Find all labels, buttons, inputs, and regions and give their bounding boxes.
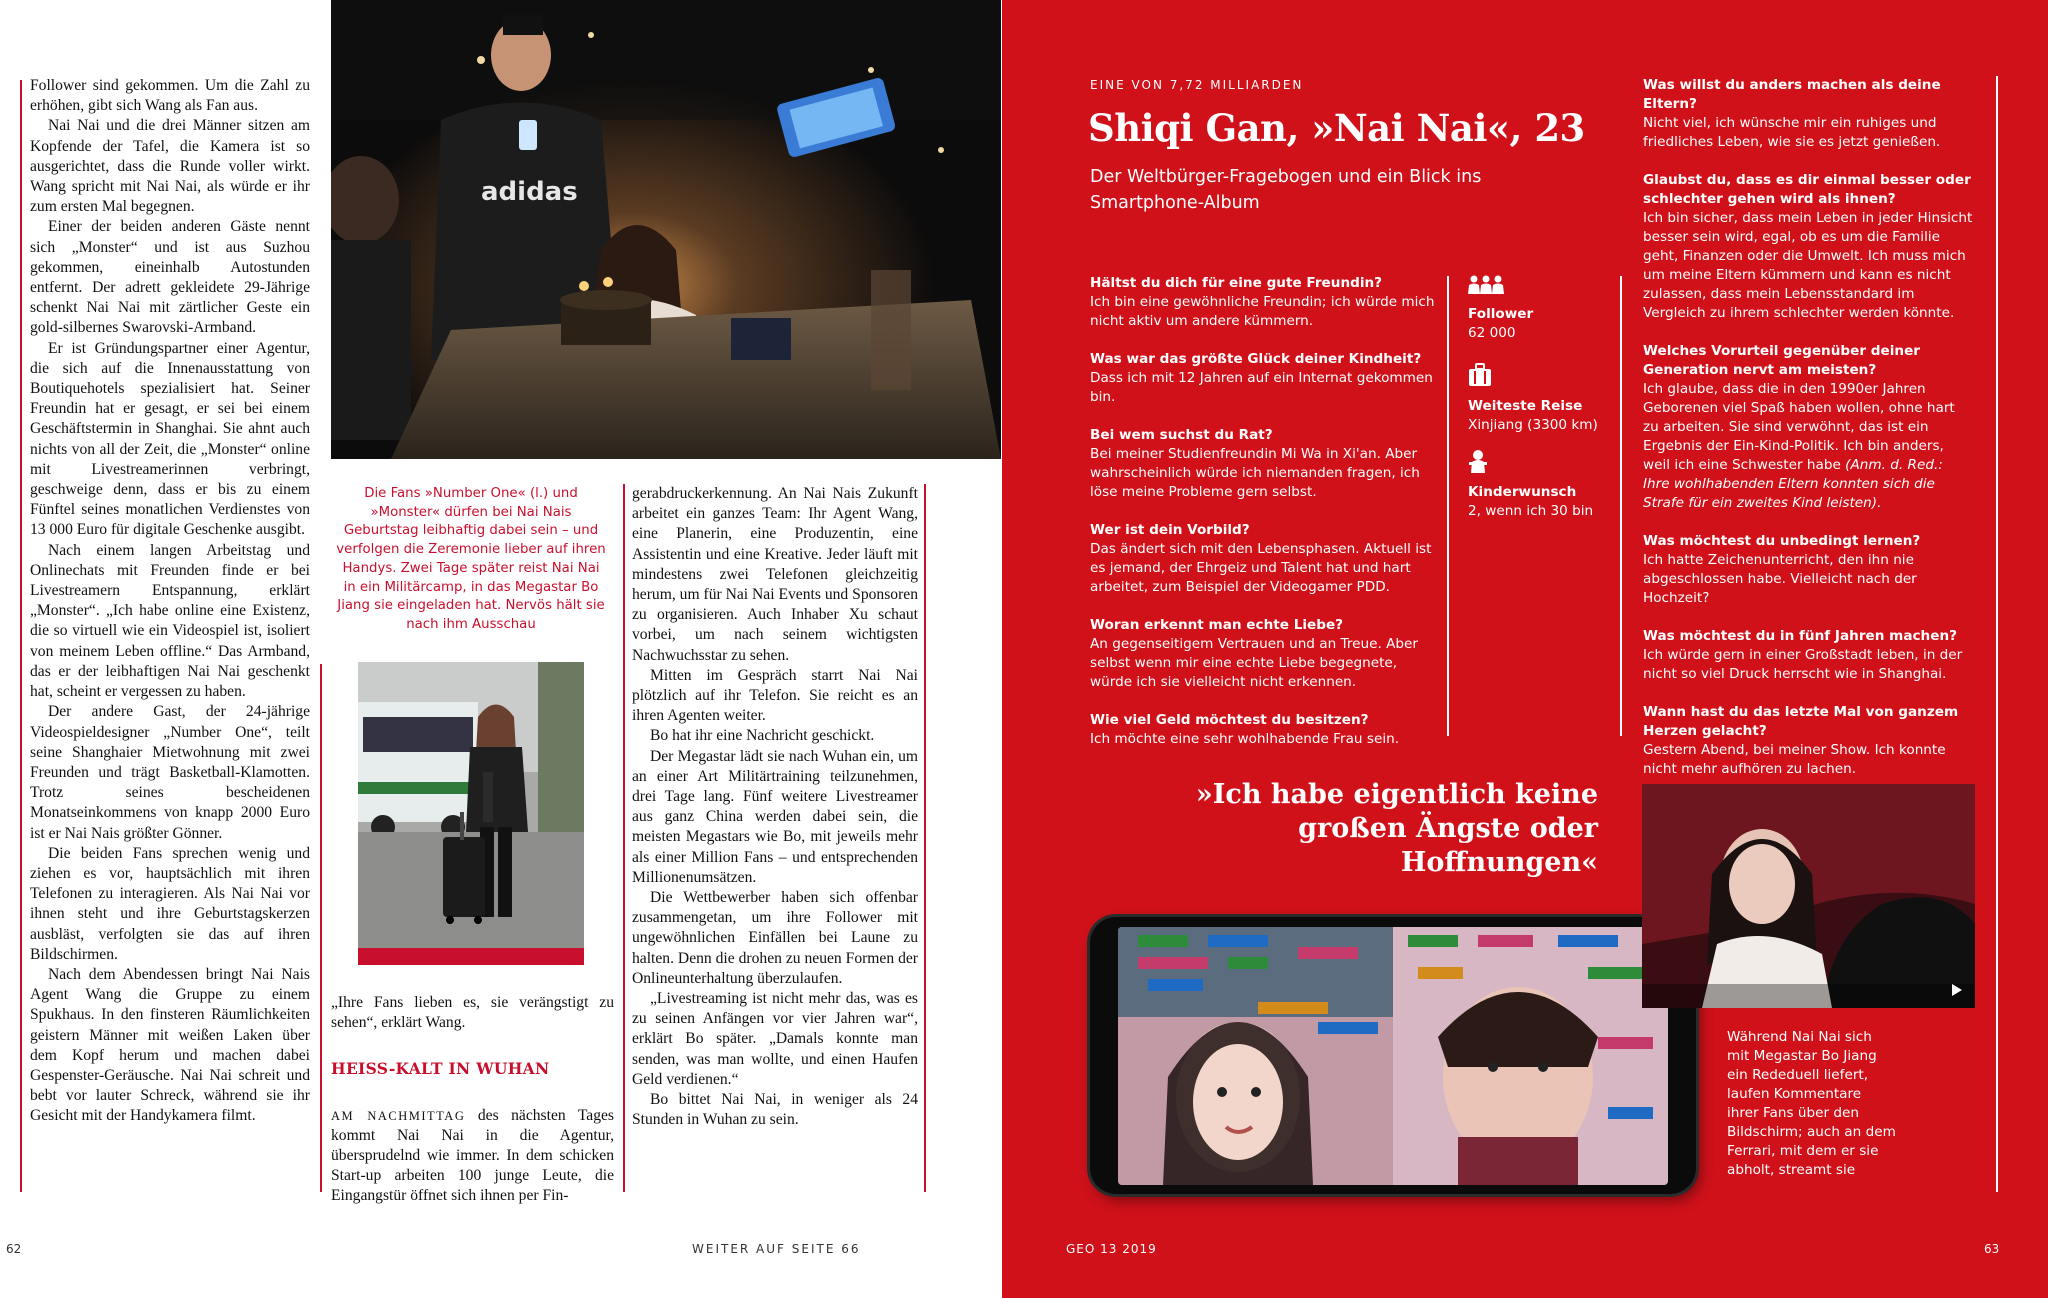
third-column-text bbox=[632, 484, 918, 1131]
question: Wer ist dein Vorbild? bbox=[1090, 522, 1250, 538]
issue-footer: GEO 13 2019 bbox=[1066, 1242, 1157, 1256]
paragraph: „Livestreaming ist nicht mehr das, was es zu seinen Anfängen vor vier Jahren war“, erklärt Bo später. „Damals konnte man senden, was man wollte, und einen Haufen Geld verdienen.“ bbox=[632, 990, 918, 1088]
qa-block bbox=[1643, 703, 1973, 779]
qa-block bbox=[1643, 627, 1973, 684]
paragraph: Nach einem langen Arbeitstag und Onlinechats mit Freunden finde er bei Livestreamern Entspannung, erklärt „Monster“. „Ich habe online eine Existenz, die so virtuell wie ein Videospiel ist, isoliert von meinem Leben offline.“ Das Armband, das er der leibhaftigen Nai Nai geschenkt hat, scheint er vergessen zu haben. bbox=[30, 541, 310, 701]
lead-caps: AM NACHMITTAG bbox=[331, 1108, 466, 1123]
question: Bei wem suchst du Rat? bbox=[1090, 427, 1273, 443]
qa-block bbox=[1643, 532, 1973, 608]
subhead: HEISS-KALT IN WUHAN bbox=[331, 1059, 550, 1079]
stat-travel bbox=[1468, 363, 1618, 435]
qa-block bbox=[1643, 342, 1973, 513]
suitcase-icon bbox=[1468, 363, 1492, 387]
suitcase-photo bbox=[358, 662, 584, 948]
qa-block bbox=[1090, 350, 1436, 407]
qa-block bbox=[1643, 171, 1973, 323]
answer-text: Ich bin sicher, dass mein Leben in jeder Hinsicht besser sein wird, egal, ob es um die Familie geht, Finanzen oder die Umwelt. Ich muss mich um meine Eltern kümmern und kann es nicht zulassen, dass mein Lebensstandard im Vergleich zu ihrem schlechter werden könnte. bbox=[1643, 210, 1973, 321]
qa-block bbox=[1090, 616, 1436, 692]
answer-text: Ich hatte Zeichenunterricht, den ihn nie abgeschlossen habe. Vielleicht nach der Hochzeit? bbox=[1643, 552, 1917, 606]
page-number-left: 62 bbox=[6, 1242, 22, 1256]
paragraph: Bo bittet Nai Nai, in weniger als 24 Stunden in Wuhan zu sein. bbox=[632, 1091, 918, 1129]
smartphone-screenshot bbox=[1090, 917, 1696, 1194]
answer-text: Ich würde gern in einer Großstadt leben, in der nicht so viel Druck herrscht wie in Shanghai. bbox=[1643, 647, 1963, 682]
questionnaire-left bbox=[1090, 274, 1436, 768]
questionnaire-right bbox=[1643, 76, 1973, 798]
question: Glaubst du, dass es dir einmal besser oder schlechter gehen wird als ihnen? bbox=[1643, 172, 1971, 207]
qa-block bbox=[1090, 711, 1436, 749]
paragraph: Die Wettbewerber haben sich offenbar zusammengetan, um ihre Follower mit ungewöhnlichen Einfällen bei Laune zu halten. Denn die drohen zu neuen Formen der Onlineunterhaltung überzulaufen. bbox=[632, 889, 918, 987]
paragraph: Mitten im Gespräch starrt Nai Nai plötzlich auf ihr Telefon. Sie reicht es an ihren Agenten weiter. bbox=[632, 666, 918, 725]
column-rule bbox=[623, 484, 625, 1192]
answer-text: Dass ich mit 12 Jahren auf ein Internat gekommen bin. bbox=[1090, 370, 1433, 405]
stat-value: 2, wenn ich 30 bin bbox=[1468, 503, 1594, 519]
paragraph: Er ist Gründungspartner einer Agentur, die sich auf die Innenausstattung von Boutiquehotels spezialisiert hat. Seiner Freundin hat er gesagt, er sei bei einem Geschäftstermin in Shanghai. Sie ahnt auch nichts von all der Zeit, die „Monster“ online mit Livestreamerinnen verbringt, geschweige denn, dass er bis zu einem Fünftel seines monatlichen Verdienstes von 13 000 Euro für digitale Geschenke ausgibt. bbox=[30, 339, 310, 539]
answer bbox=[1090, 369, 1436, 407]
baby-icon bbox=[1468, 449, 1488, 473]
headline: Shiqi Gan, »Nai Nai«, 23 bbox=[1088, 106, 1585, 150]
birthday-photo bbox=[331, 0, 1001, 459]
stat-label: Weiteste Reise bbox=[1468, 398, 1583, 414]
answer-text: Nicht viel, ich wünsche mir ein ruhiges und friedliches Leben, wie sie es jetzt genießen. bbox=[1643, 115, 1941, 150]
page-number-right: 63 bbox=[1984, 1242, 2000, 1256]
stat-value: 62 000 bbox=[1468, 325, 1516, 341]
answer-text: Ich bin eine gewöhnliche Freundin; ich würde mich nicht aktiv um andere kümmern. bbox=[1090, 294, 1435, 329]
stat-followers bbox=[1468, 274, 1618, 343]
answer bbox=[1090, 293, 1436, 331]
answer-text: Ich glaube, dass die in den 1990er Jahren Geborenen viel Spaß haben wollen, ohne hart zu arbeiten. Sie sind verwöhnt, das ist ein Ergebnis der Ein-Kind-Politik. Ich bin anders, weil ich eine Schwester habe bbox=[1643, 381, 1955, 473]
column-rule bbox=[924, 484, 926, 1192]
ferrari-stream-screenshot bbox=[1642, 784, 1975, 1008]
middle-column-text bbox=[331, 993, 614, 1207]
column-rule bbox=[1447, 276, 1449, 736]
kicker: EINE VON 7,72 MILLIARDEN bbox=[1090, 78, 1304, 92]
pull-quote: »Ich habe eigentlich keine großen Ängste oder Hoffnungen« bbox=[1195, 779, 1598, 878]
photo-red-bar bbox=[358, 948, 584, 965]
question: Was möchtest du in fünf Jahren machen? bbox=[1643, 628, 1958, 644]
paragraph: Der Megastar lädt sie nach Wuhan ein, um an einer Art Militärtraining teilzunehmen, drei Tage lang. Fünf weitere Livestreamer aus ganz China werden dabei sein, die meisten Megastars wie Bo, mit jeweils mehr als einer Million Fans – und entsprechenden Millionenumsätzen. bbox=[632, 747, 918, 886]
stat-value: Xinjiang (3300 km) bbox=[1468, 417, 1598, 433]
qa-block bbox=[1643, 76, 1973, 152]
question: Was möchtest du unbedingt lernen? bbox=[1643, 533, 1921, 549]
question: Wann hast du das letzte Mal von ganzem Herzen gelacht? bbox=[1643, 704, 1959, 739]
answer-text: Das ändert sich mit den Lebensphasen. Aktuell ist es jemand, der Ehrgeiz und Talent hat und hart arbeitet, zum Beispiel der Videogamer PDD. bbox=[1090, 541, 1432, 595]
answer bbox=[1643, 646, 1973, 684]
question: Wie viel Geld möchtest du besitzen? bbox=[1090, 712, 1369, 728]
left-column-text bbox=[30, 76, 310, 1127]
answer bbox=[1643, 114, 1973, 152]
paragraph: Nai Nai und die drei Männer sitzen am Kopfende der Tafel, die Kamera ist so ausgerichtet, dass die Runde voller wirkt. Wang spricht mit Nai Nai, als würde er ihr zum ersten Mal begegnen. bbox=[30, 117, 310, 216]
paragraph: gerabdruckerkennung. An Nai Nais Zukunft arbeitet ein ganzes Team: Ihr Agent Wang, eine Planerin, eine Produzentin, eine Assistentin und eine Kreative. Jeder läuft mit mindestens zwei Telefonen gleichzeitig herum, um für Nai Nai Events und Sponsoren zu organisieren. Auch Inhaber Xu schaut vorbei, um nach seinem wichtigsten Nachwuchsstar zu sehen. bbox=[632, 485, 918, 664]
answer bbox=[1643, 380, 1973, 513]
stat-label: Follower bbox=[1468, 306, 1534, 322]
qa-block bbox=[1090, 426, 1436, 502]
answer-text: An gegenseitigem Vertrauen und an Treue. Aber selbst wenn mir eine echte Liebe begegnete, würde ich sie vielleicht nicht erkennen. bbox=[1090, 636, 1418, 690]
subhead-paragraph bbox=[331, 1106, 614, 1207]
answer bbox=[1090, 635, 1436, 692]
lead-text: des nächsten Tages kommt Nai Nai in die Agentur, übersprudelnd wie immer. In dem schicken Start-up arbeiten 100 junge Leute, die Eingangstür öffnet sich ihnen per Fin- bbox=[331, 1106, 614, 1205]
editor-note: (Anm. d. Red.: Ihre wohlhabenden Eltern konnten sich die Strafe für ein zweites Kind leisten). bbox=[1643, 457, 1943, 511]
photo-caption: Die Fans »Number One« (l.) und »Monster« dürfen bei Nai Nais Geburtstag leibhaftig dabei sein – und verfolgen die Zeremonie lieber auf ihren Handys. Zwei Tage später reist Nai Nai in ein Militärcamp, in das Megastar Bo Jiang sie eingeladen hat. Nervös hält sie nach ihm Ausschau bbox=[336, 486, 606, 632]
people-icon bbox=[1468, 274, 1504, 294]
continue-note: WEITER AUF SEITE 66 bbox=[692, 1242, 861, 1256]
quote-paragraph: „Ihre Fans lieben es, sie verängstigt zu sehen“, erklärt Wang. bbox=[331, 994, 614, 1032]
answer bbox=[1090, 730, 1436, 749]
column-rule bbox=[1996, 76, 1998, 1192]
screenshot-caption: Während Nai Nai sich mit Megastar Bo Jiang ein Rededuell liefert, laufen Kommentare ihrer Fans über den Bildschirm; auch an dem Ferrari, mit dem er sie abholt, streamt sie bbox=[1727, 1029, 1896, 1178]
qa-block bbox=[1090, 274, 1436, 331]
column-rule bbox=[20, 80, 22, 1192]
paragraph: Nach dem Abendessen bringt Nai Nais Agent Wang die Gruppe zu einem Spukhaus. In den finsteren Räumlichkeiten geistern Männer mit weißen Laken über dem Kopf herum und machen dabei Gespenster-Geräusche. Nai Nai schreit und bebt vor lauter Schreck, während sie ihr Gesicht mit der Handykamera filmt. bbox=[30, 965, 310, 1125]
answer bbox=[1643, 741, 1973, 779]
answer bbox=[1643, 551, 1973, 608]
stat-label: Kinderwunsch bbox=[1468, 484, 1577, 500]
question: Was willst du anders machen als deine Eltern? bbox=[1643, 77, 1941, 112]
dek: Der Weltbürger-Fragebogen und ein Blick ins Smartphone-Album bbox=[1090, 167, 1482, 213]
answer bbox=[1090, 540, 1436, 597]
column-rule bbox=[1620, 276, 1622, 736]
svg-text:adidas: adidas bbox=[481, 177, 578, 207]
paragraph: Einer der beiden anderen Gäste nennt sich „Monster“ und ist aus Suzhou gekommen, eineinhalb Autostunden entfernt. Der adrett gekleidete 29-Jährige schenkt Nai Nai mit zärtlicher Geste ein gold-silbernes Swarovski-Armband. bbox=[30, 218, 310, 337]
column-rule bbox=[320, 664, 322, 1192]
paragraph: Die beiden Fans sprechen wenig und ziehen es vor, hauptsächlich mit ihren Telefonen zu interagieren. Als Nai Nai vor ihnen steht und ihre Geburtstagskerzen ausbläst, verfolgten sie das auf ihren Bildschirmen. bbox=[30, 844, 310, 963]
answer-text: Gestern Abend, bei meiner Show. Ich konnte nicht mehr aufhören zu lachen. bbox=[1643, 742, 1946, 777]
qa-block bbox=[1090, 521, 1436, 597]
answer-text: Ich möchte eine sehr wohlhabende Frau sein. bbox=[1090, 731, 1400, 747]
answer bbox=[1090, 445, 1436, 502]
paragraph: Follower sind gekommen. Um die Zahl zu erhöhen, gibt sich Wang als Fan aus. bbox=[30, 77, 310, 115]
paragraph: Bo hat ihr eine Nachricht geschickt. bbox=[650, 727, 875, 745]
answer bbox=[1643, 209, 1973, 323]
question: Woran erkennt man echte Liebe? bbox=[1090, 617, 1344, 633]
stats-box bbox=[1468, 274, 1618, 521]
question: Welches Vorurteil gegenüber deiner Generation nervt am meisten? bbox=[1643, 343, 1920, 378]
question: Was war das größte Glück deiner Kindheit? bbox=[1090, 351, 1422, 367]
question: Hältst du dich für eine gute Freundin? bbox=[1090, 275, 1383, 291]
paragraph: Der andere Gast, der 24-jährige Videospieldesigner „Number One“, teilt seine Shanghaier Mietwohnung mit zwei Freunden und trägt Basketball-Klamotten. Trotz seines bescheidenen Monatseinkommens von knapp 2000 Euro ist er Nai Nais größter Gönner. bbox=[30, 703, 310, 842]
answer-text: Bei meiner Studienfreundin Mi Wa in Xi'an. Aber wahrscheinlich würde ich niemanden fragen, ich löse meine Probleme gern selbst. bbox=[1090, 446, 1420, 500]
stat-children bbox=[1468, 449, 1618, 521]
